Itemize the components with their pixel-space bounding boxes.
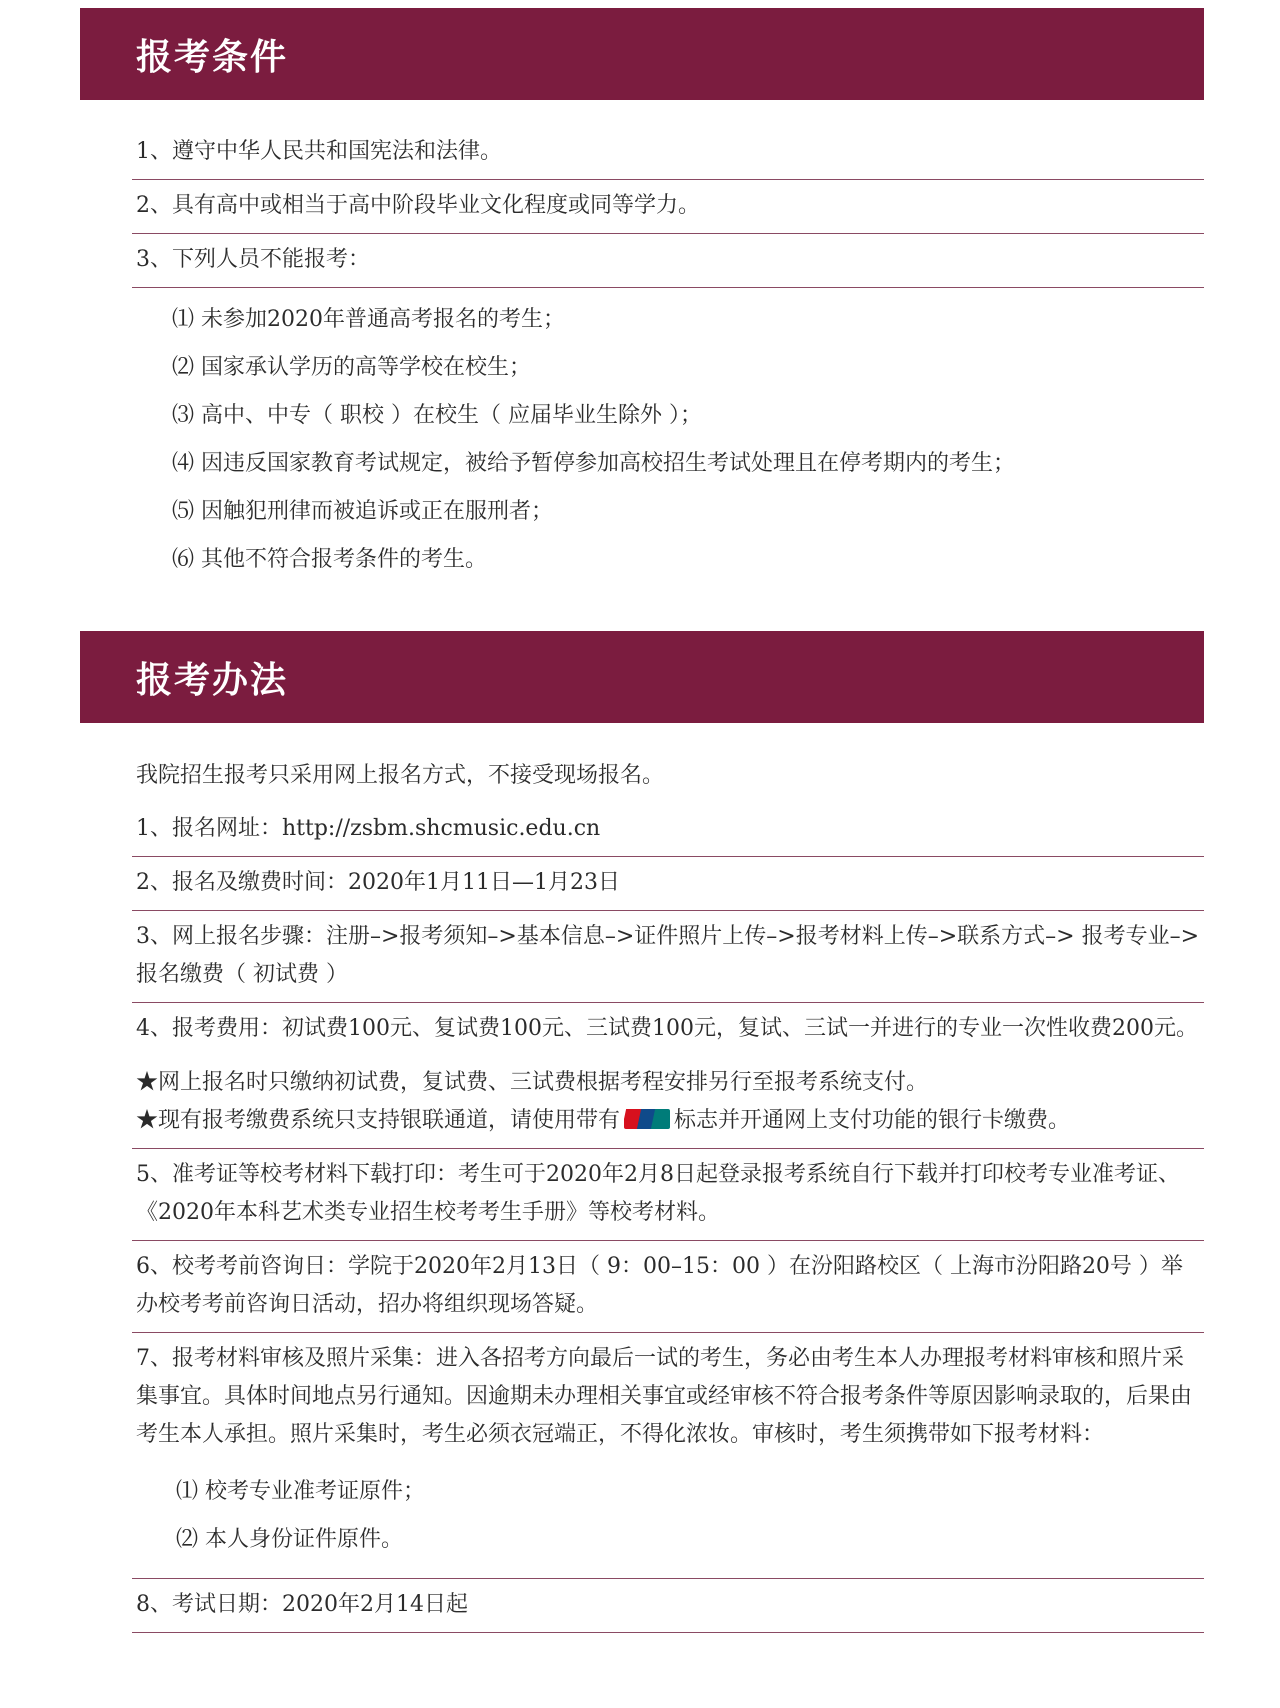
section-title-procedure: 报考办法 bbox=[136, 659, 289, 701]
fee-note-2-prefix: ★现有报考缴费系统只支持银联通道，请使用带有 bbox=[136, 1108, 621, 1133]
material-item-1: ⑴ 校考专业准考证原件； bbox=[176, 1479, 425, 1504]
unionpay-icon bbox=[624, 1109, 670, 1129]
fee-notes bbox=[132, 1056, 1204, 1149]
procedure-intro: 我院招生报考只采用网上报名方式，不接受现场报名。 bbox=[136, 763, 665, 788]
requirements-body bbox=[132, 126, 1204, 590]
excluded-item-1: ⑴ 未参加2020年普通高考报名的考生； bbox=[172, 307, 565, 332]
excluded-item-5: ⑸ 因触犯刑律而被追诉或正在服刑者； bbox=[172, 499, 553, 524]
section-header-requirements bbox=[80, 8, 1204, 100]
procedure-body bbox=[132, 750, 1204, 1633]
section-header-procedure bbox=[80, 631, 1204, 723]
procedure-item-5: 5、准考证等校考材料下载打印：考生可于2020年2月8日起登录报考系统自行下载并打印校考专业准考证、《2020年本科艺术类专业招生校考考生手册》等校考材料。 bbox=[132, 1149, 1204, 1241]
procedure-item-2: 2、报名及缴费时间：2020年1月11日—1月23日 bbox=[132, 857, 1204, 911]
procedure-item-6: 6、校考考前咨询日：学院于2020年2月13日（ 9：00–15：00 ）在汾阳路校区（ 上海市汾阳路20号 ）举办校考考前咨询日活动，招办将组织现场答疑。 bbox=[132, 1241, 1204, 1333]
procedure-item-7: 7、报考材料审核及照片采集：进入各招考方向最后一试的考生，务必由考生本人办理报考材料审核和照片采集事宜。具体时间地点另行通知。因逾期未办理相关事宜或经审核不符合报考条件等原因影响录取的，后果由考生本人承担。照片采集时，考生必须衣冠端正，不得化浓妆。审核时，考生须携带如下报考材料： bbox=[136, 1346, 1193, 1447]
excluded-item-4: ⑷ 因违反国家教育考试规定，被给予暂停参加高校招生考试处理且在停考期内的考生； bbox=[172, 451, 1015, 476]
procedure-item-4: 4、报考费用：初试费100元、复试费100元、三试费100元，复试、三试一并进行的专业一次性收费200元。 bbox=[136, 1016, 1198, 1041]
excluded-item-6: ⑹ 其他不符合报考条件的考生。 bbox=[172, 547, 487, 572]
procedure-item-8: 8、考试日期：2020年2月14日起 bbox=[132, 1579, 1204, 1633]
material-item-2: ⑵ 本人身份证件原件。 bbox=[176, 1527, 403, 1552]
requirement-item-2: 2、具有高中或相当于高中阶段毕业文化程度或同等学力。 bbox=[132, 180, 1204, 234]
requirement-item-1: 1、遵守中华人民共和国宪法和法律。 bbox=[132, 126, 1204, 180]
procedure-item-1: 1、报名网址：http://zsbm.shcmusic.edu.cn bbox=[132, 803, 1204, 857]
procedure-item-3: 3、网上报名步骤：注册–>报考须知–>基本信息–>证件照片上传–>报考材料上传–>联系方式–> 报考专业–>报名缴费（ 初试费 ） bbox=[132, 911, 1204, 1003]
requirement-item-3: 3、下列人员不能报考： bbox=[132, 234, 1204, 288]
fee-note-1: ★网上报名时只缴纳初试费，复试费、三试费根据考程安排另行至报考系统支付。 bbox=[136, 1070, 929, 1095]
section-title-requirements: 报考条件 bbox=[136, 36, 289, 78]
fee-note-2-suffix: 标志并开通网上支付功能的银行卡缴费。 bbox=[674, 1108, 1071, 1133]
fee-note-2 bbox=[136, 1102, 1204, 1140]
excluded-item-3: ⑶ 高中、中专（ 职校 ）在校生（ 应届毕业生除外 ）； bbox=[172, 403, 702, 428]
excluded-item-2: ⑵ 国家承认学历的高等学校在校生； bbox=[172, 355, 531, 380]
